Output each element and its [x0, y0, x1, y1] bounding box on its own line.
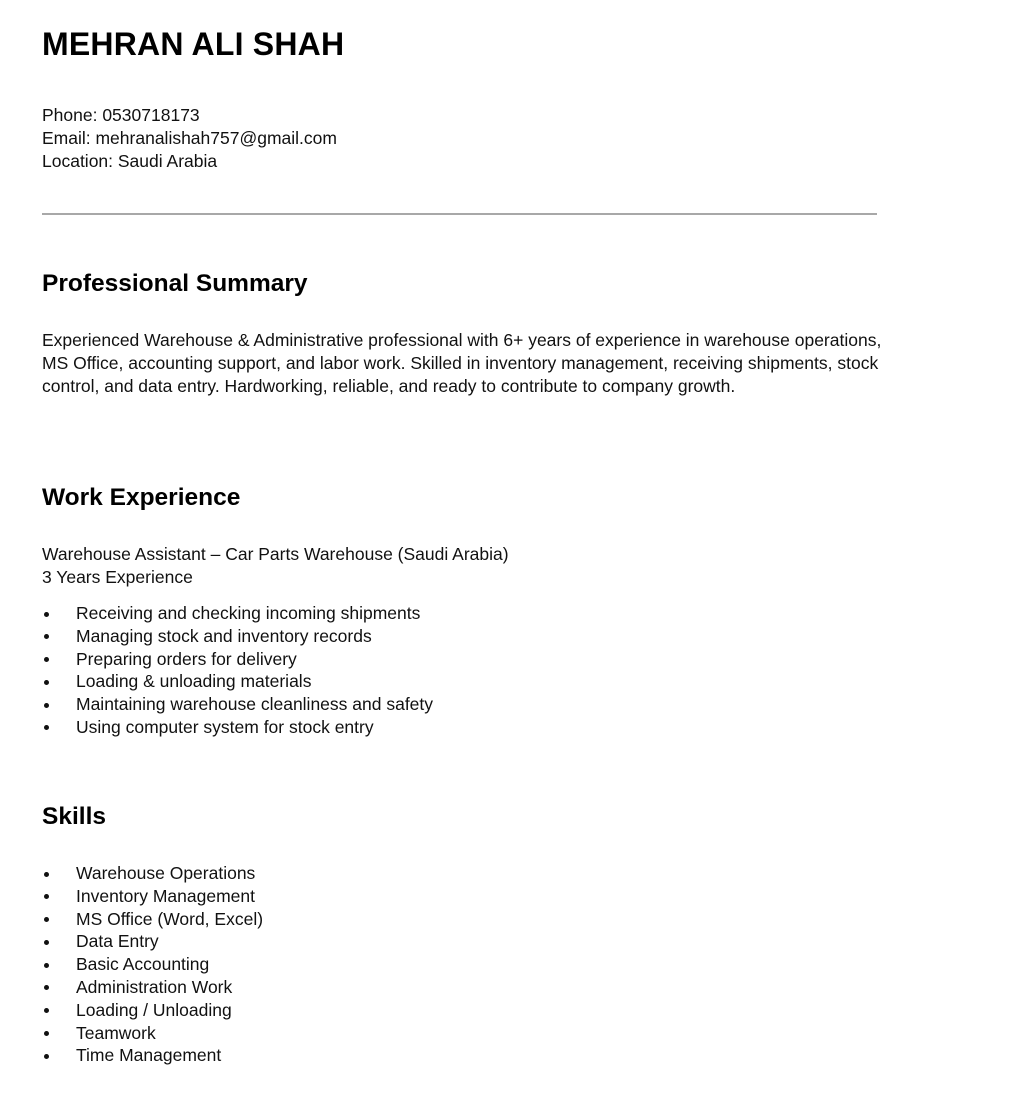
- list-item: Preparing orders for delivery: [42, 648, 433, 671]
- list-item: Maintaining warehouse cleanliness and safety: [42, 693, 433, 716]
- email-line: Email: mehranalishah757@gmail.com: [42, 128, 337, 148]
- summary-heading: Professional Summary: [42, 270, 308, 297]
- list-item: Administration Work: [42, 976, 263, 999]
- phone-line: Phone: 0530718173: [42, 105, 200, 125]
- list-item: Basic Accounting: [42, 953, 263, 976]
- list-item: Time Management: [42, 1044, 263, 1067]
- list-item: Loading / Unloading: [42, 999, 263, 1022]
- skills-heading: Skills: [42, 803, 107, 830]
- location-line: Location: Saudi Arabia: [42, 151, 218, 171]
- job-duration: 3 Years Experience: [42, 567, 193, 587]
- list-item: Using computer system for stock entry: [42, 716, 433, 739]
- header-divider: [42, 213, 877, 215]
- job-entry: [42, 543, 509, 589]
- experience-heading: Work Experience: [42, 484, 241, 511]
- list-item: Teamwork: [42, 1022, 263, 1045]
- summary-paragraph: Experienced Warehouse & Administrative professional with 6+ years of experience in warehouse operations, MS Office, accounting support, and labor work. Skilled in inventory management, receiving shipments, stock control, and data entry. Hardworking, reliable, and ready to contribute to company growth.: [42, 330, 882, 396]
- list-item: Receiving and checking incoming shipments: [42, 602, 433, 625]
- list-item: Data Entry: [42, 930, 263, 953]
- list-item: MS Office (Word, Excel): [42, 908, 263, 931]
- duties-list: [42, 602, 433, 739]
- list-item: Managing stock and inventory records: [42, 625, 433, 648]
- skills-list: [42, 862, 263, 1067]
- list-item: Warehouse Operations: [42, 862, 263, 885]
- contact-block: [42, 104, 337, 173]
- candidate-name: MEHRAN ALI SHAH: [42, 26, 345, 62]
- list-item: Loading & unloading materials: [42, 670, 433, 693]
- job-title: Warehouse Assistant – Car Parts Warehouse (Saudi Arabia): [42, 544, 509, 564]
- list-item: Inventory Management: [42, 885, 263, 908]
